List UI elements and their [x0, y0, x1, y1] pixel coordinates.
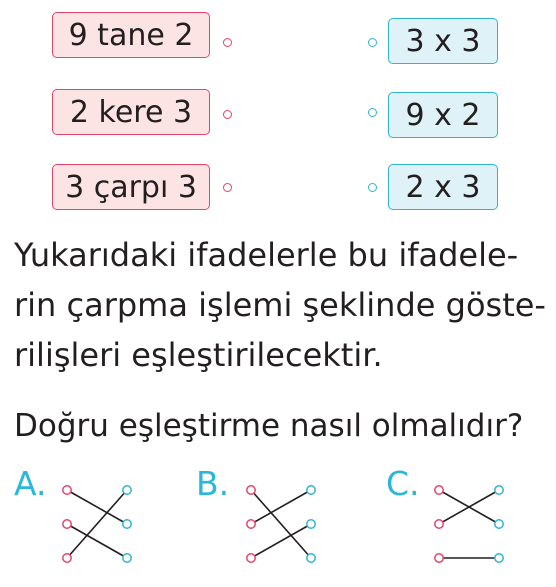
- match-line-1: [251, 490, 311, 558]
- match-dot-left-1: [223, 38, 232, 47]
- option-dot-right-1: [307, 486, 315, 494]
- question-ask: Doğru eşleştirme nasıl olmalıdır?: [14, 408, 524, 444]
- option-letter-a[interactable]: A.: [14, 464, 47, 503]
- question-line: rilişleri eşleştirilecektir.: [14, 336, 383, 374]
- option-c-diagram[interactable]: [432, 478, 508, 572]
- option-dot-right-3: [307, 554, 315, 562]
- expression-text: 2 x 3: [405, 169, 481, 205]
- option-b-diagram[interactable]: [244, 478, 320, 572]
- option-dot-right-1: [123, 486, 131, 494]
- option-dot-right-3: [123, 554, 131, 562]
- expression-box-left-1: [52, 12, 210, 58]
- expression-text: 3 çarpı 3: [65, 169, 197, 205]
- question-text: [14, 230, 549, 380]
- match-line-3: [67, 490, 127, 558]
- option-a-diagram[interactable]: [60, 478, 136, 572]
- expression-box-left-2: [52, 89, 210, 135]
- expression-box-left-3: [52, 164, 210, 210]
- match-dot-right-3: [368, 183, 377, 192]
- option-letter-b[interactable]: B.: [196, 464, 230, 503]
- option-dot-right-2: [495, 520, 503, 528]
- expression-text: 3 x 3: [405, 23, 481, 59]
- match-dot-right-2: [368, 108, 377, 117]
- option-dot-left-2: [63, 520, 71, 528]
- expression-text: 9 x 2: [405, 97, 481, 133]
- match-dot-right-1: [368, 38, 377, 47]
- match-line-2: [251, 490, 311, 524]
- option-dot-left-1: [435, 486, 443, 494]
- match-line-3: [251, 524, 311, 558]
- option-dot-left-3: [435, 554, 443, 562]
- option-dot-right-1: [495, 486, 503, 494]
- match-dot-left-3: [223, 183, 232, 192]
- option-dot-left-3: [247, 554, 255, 562]
- expression-box-right-3: [388, 164, 498, 210]
- option-dot-right-2: [307, 520, 315, 528]
- match-line-1: [67, 490, 127, 524]
- option-dot-right-3: [495, 554, 503, 562]
- question-line: Yukarıdaki ifadelerle bu ifadele-: [14, 236, 519, 274]
- option-dot-left-3: [63, 554, 71, 562]
- question-line: rin çarpma işlemi şeklinde göste-: [14, 286, 546, 324]
- expression-box-right-2: [388, 92, 498, 138]
- option-dot-left-1: [247, 486, 255, 494]
- expression-box-right-1: [388, 18, 498, 64]
- option-dot-left-1: [63, 486, 71, 494]
- expression-text: 9 tane 2: [68, 17, 194, 53]
- match-dot-left-2: [223, 110, 232, 119]
- expression-text: 2 kere 3: [69, 94, 193, 130]
- option-letter-c[interactable]: C.: [386, 464, 420, 503]
- option-dot-right-2: [123, 520, 131, 528]
- match-line-2: [67, 524, 127, 558]
- option-dot-left-2: [247, 520, 255, 528]
- option-dot-left-2: [435, 520, 443, 528]
